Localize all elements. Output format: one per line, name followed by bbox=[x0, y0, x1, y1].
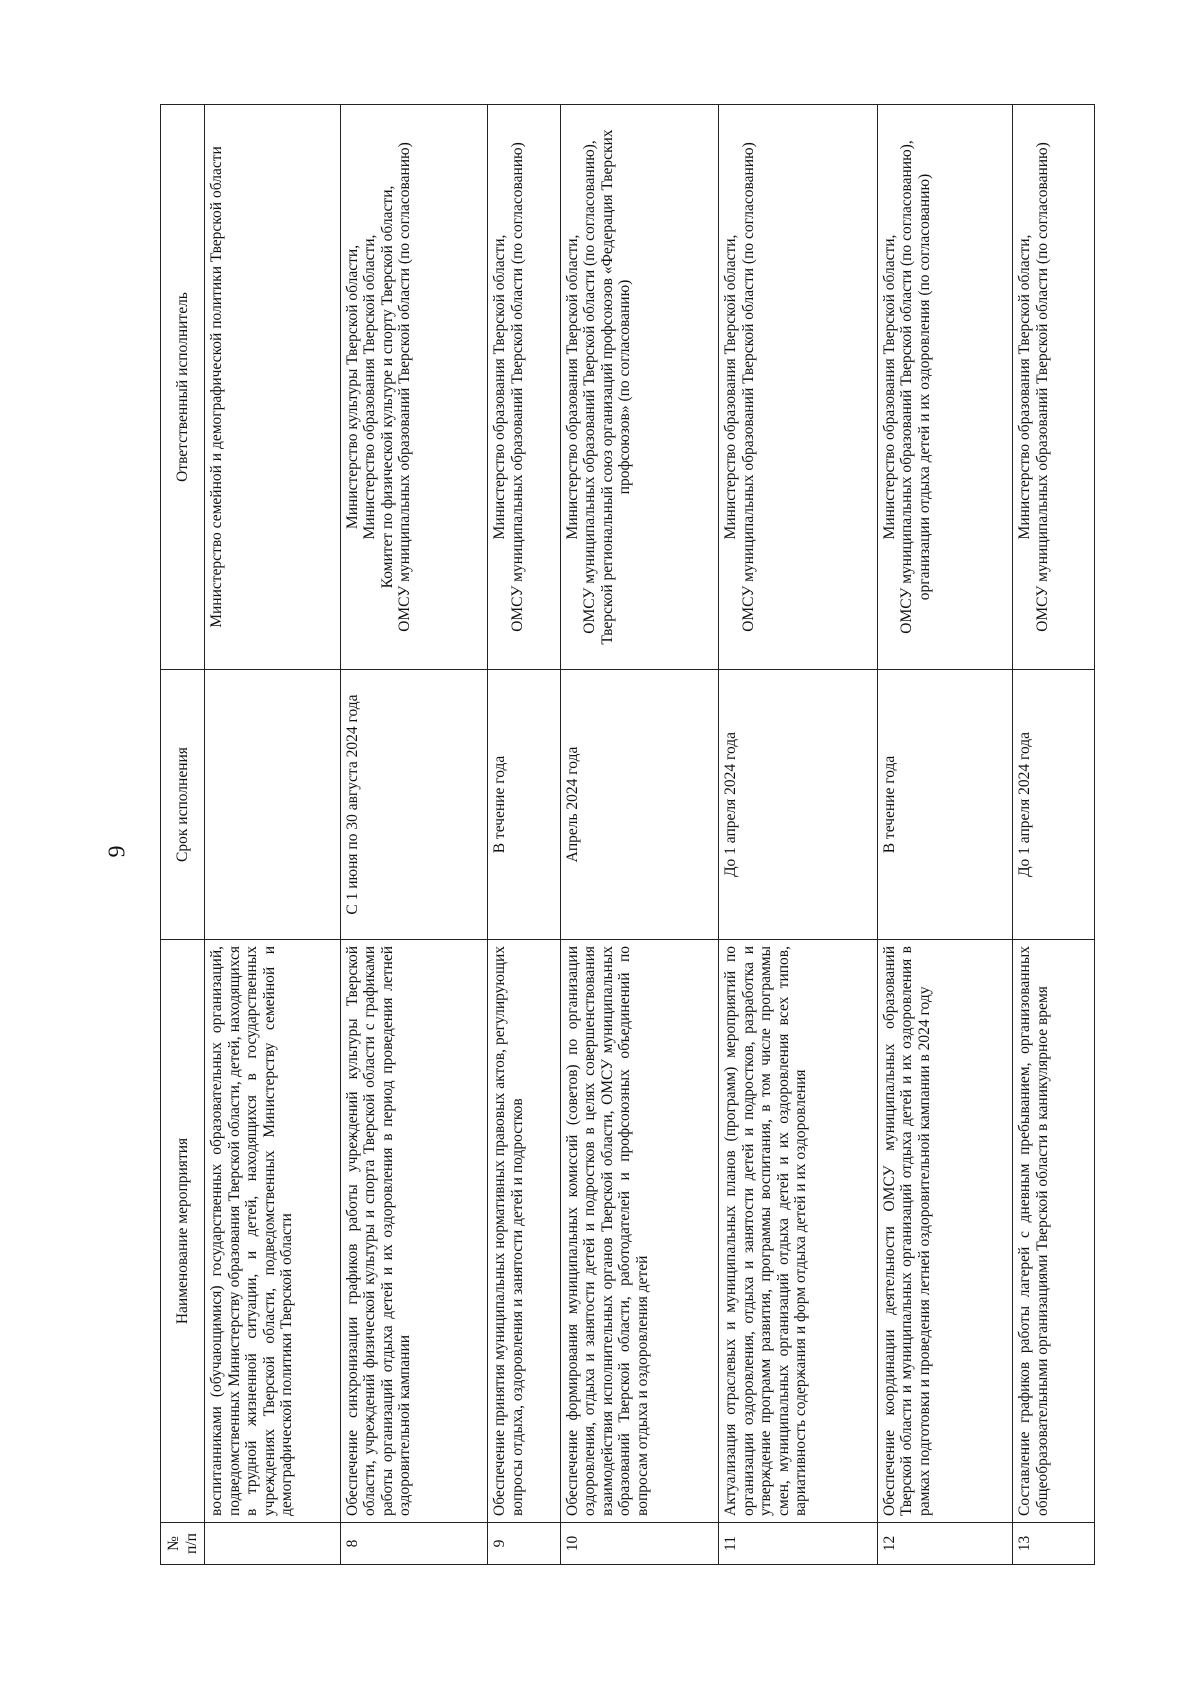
responsible-line: ОМСУ муниципальных образований Тверской области (по согласованию) bbox=[508, 142, 526, 632]
row-num: 11 bbox=[719, 1523, 878, 1565]
responsible-line: ОМСУ муниципальных образований Тверской области (по согласованию), bbox=[581, 140, 599, 634]
row-name: Обеспечение синхронизации графиков работы учреждений культуры Тверской области, учреждений физической культуры и спорта Тверской области с графиками работы организаций отдыха детей и их оздоровления в период проведения летней оздоровительной кампании bbox=[340, 940, 487, 1523]
row-num: 9 bbox=[488, 1523, 560, 1565]
table-row bbox=[560, 105, 719, 1565]
row-responsible bbox=[1013, 105, 1095, 670]
row-term: До 1 апреля 2024 года bbox=[1013, 670, 1095, 940]
responsible-line: Комитет по физической культуре и спорту Тверской области, bbox=[378, 185, 396, 589]
row-term: В течение года bbox=[488, 670, 560, 940]
row-term: В течение года bbox=[877, 670, 1013, 940]
responsible-line: ОМСУ муниципальных образований Тверской области (по согласованию), bbox=[898, 140, 916, 634]
row-name: Обеспечение принятия муниципальных нормативных правовых актов, регулирующих вопросы отдыха, оздоровления и занятости детей и подростков bbox=[488, 940, 560, 1523]
row-num: 10 bbox=[560, 1523, 719, 1565]
responsible-line: организации отдыха детей и их оздоровления (по согласованию) bbox=[915, 173, 933, 601]
row-name: Обеспечение координации деятельности ОМСУ муниципальных образований Тверской области и муниципальных организаций отдыха детей и их оздоровления в рамках подготовки и проведения летней оздоровительной кампании в 2024 году bbox=[877, 940, 1013, 1523]
responsible-line: Тверской региональный союз организаций профсоюзов «Федерация Тверских профсоюзов» (по согласованию) bbox=[598, 129, 634, 645]
row-name: Обеспечение формирования муниципальных комиссий (советов) по организации оздоровления, отдыха и занятости детей и подростков в целях совершенствования взаимодействия исполнительных органов Тверской области, ОМСУ муниципальных образований Тверской области, работодателей и профсоюзных объединений по вопросам отдыха и оздоровления детей bbox=[560, 940, 719, 1523]
responsible-line: Министерство образования Тверской области, bbox=[722, 234, 740, 540]
responsible-line: Министерство семейной и демографической политики Тверской области bbox=[208, 146, 225, 628]
responsible-line: Министерство образования Тверской области, bbox=[491, 234, 509, 540]
row-responsible bbox=[488, 105, 560, 670]
responsible-line: Министерство образования Тверской области, bbox=[880, 234, 898, 540]
table-row bbox=[719, 105, 878, 1565]
row-responsible bbox=[719, 105, 878, 670]
row-term: С 1 июня по 30 августа 2024 года bbox=[340, 670, 487, 940]
row-name: Составление графиков работы лагерей с дневным пребыванием, организованных общеобразовательными организациями Тверской области в каникулярное время bbox=[1013, 940, 1095, 1523]
row-num: 8 bbox=[340, 1523, 487, 1565]
row-responsible bbox=[877, 105, 1013, 670]
responsible-line: Министерство образования Тверской области, bbox=[563, 234, 581, 540]
header-responsible: Ответственный исполнитель bbox=[161, 105, 205, 670]
header-num: № п/п bbox=[161, 1523, 205, 1565]
row-num: 12 bbox=[877, 1523, 1013, 1565]
responsible-line: Министерство образования Тверской области, bbox=[361, 234, 379, 540]
responsible-line: ОМСУ муниципальных образований Тверской области (по согласованию) bbox=[739, 142, 757, 632]
row-term: Апрель 2024 года bbox=[560, 670, 719, 940]
responsible-line: Министерство образования Тверской области, bbox=[1016, 234, 1034, 540]
page-number: 9 bbox=[104, 845, 131, 858]
header-term: Срок исполнения bbox=[161, 670, 205, 940]
row-num: 13 bbox=[1013, 1523, 1095, 1565]
header-name: Наименование мероприятия bbox=[161, 940, 205, 1523]
table-row bbox=[340, 105, 487, 1565]
row-name: воспитанниками (обучающимися) государственных образовательных организаций, подведомственных Министерству образования Тверской области, детей, находящихся в трудной жизненной ситуации, и детей, находящихся в государственных учреждениях Тверской области, подведомственных Министерству семейной и демографической политики Тверской области bbox=[205, 940, 341, 1523]
table-row bbox=[205, 105, 341, 1565]
responsible-line: Министерство культуры Тверской области, bbox=[343, 244, 361, 530]
table-header-row bbox=[161, 105, 205, 1565]
row-responsible bbox=[560, 105, 719, 670]
row-name: Актуализация отраслевых и муниципальных планов (программ) мероприятий по организации оздоровления, отдыха и занятости детей и подростков, разработка и утверждение программ развития, программы воспитания, в том числе программы смен, муниципальных организаций отдыха детей и их оздоровления всех типов, вариативность содержания и форм отдыха детей и их оздоровления bbox=[719, 940, 878, 1523]
responsible-line: ОМСУ муниципальных образований Тверской области (по согласованию) bbox=[396, 142, 414, 632]
row-term: До 1 апреля 2024 года bbox=[719, 670, 878, 940]
table-row bbox=[488, 105, 560, 1565]
responsible-line: ОМСУ муниципальных образований Тверской области (по согласованию) bbox=[1033, 142, 1051, 632]
table-row bbox=[1013, 105, 1095, 1565]
row-term bbox=[205, 670, 341, 940]
row-responsible bbox=[340, 105, 487, 670]
rotated-page-content bbox=[160, 105, 1095, 1565]
row-num bbox=[205, 1523, 341, 1565]
table-row bbox=[877, 105, 1013, 1565]
row-responsible bbox=[205, 105, 341, 670]
activities-table bbox=[160, 104, 1095, 1565]
